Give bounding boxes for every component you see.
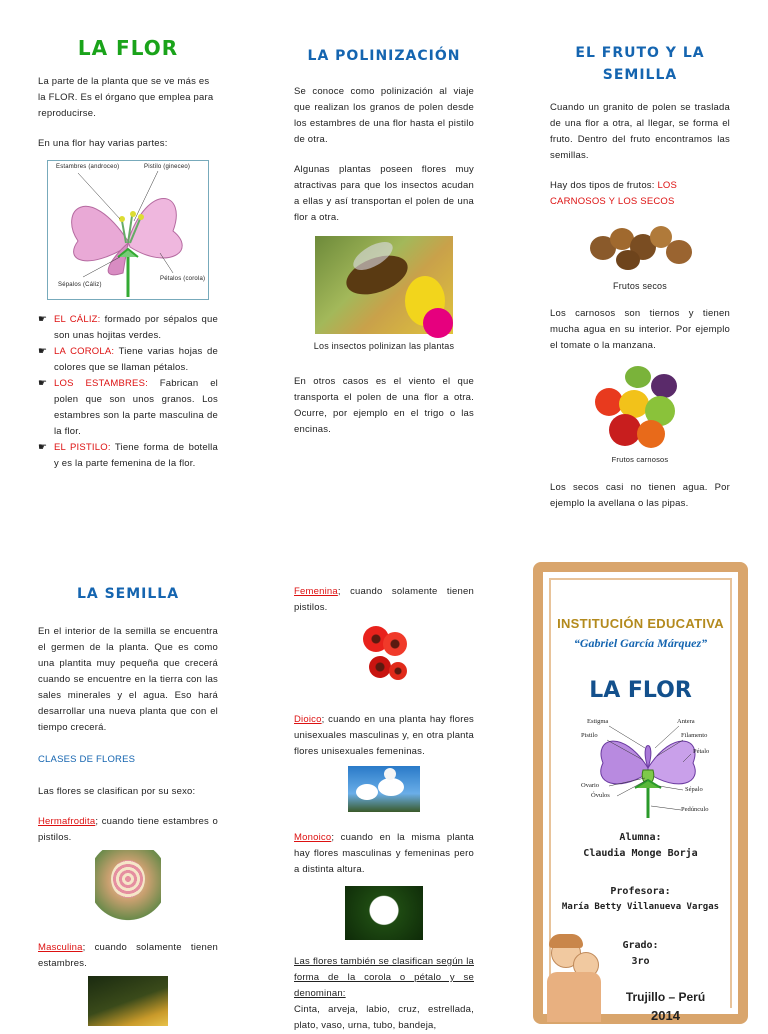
paragraph: Hay dos tipos de frutos: LOS CARNOSOS Y LOS SECOS: [550, 180, 678, 207]
student-label: Alumna:: [619, 832, 662, 843]
paragraph-corola-classification: Las flores también se clasifican según la forma de la corola o pétalo y se denominan:: [294, 956, 474, 999]
male-flower-photo: [88, 976, 168, 1026]
photo-caption: Los insectos polinizan las plantas: [313, 341, 455, 351]
section-title-la-flor: LA FLOR: [77, 36, 179, 60]
city-country: Trujillo – Perú: [625, 990, 706, 1004]
photo-caption: Frutos secos: [613, 281, 667, 291]
column-polinizacion: [294, 48, 474, 452]
photo-caption: Frutos carnosos: [611, 455, 669, 464]
student-name: Claudia Monge Borja: [583, 848, 698, 859]
teacher-name: María Betty Villanueva Vargas: [561, 902, 720, 912]
cover-label-antera: Antera: [677, 718, 695, 725]
paragraph: Se conoce como polinización al viaje que realizan los granos de polen desde los estambres de una flor hasta el pistilo de otra.: [294, 86, 474, 145]
diagram-label-petals: Pétalos (corola): [160, 276, 206, 282]
paragraph: En una flor hay varias partes:: [38, 138, 168, 149]
column-la-flor: [38, 36, 218, 472]
dried-fruits-photo: [586, 224, 694, 272]
paragraph: Los carnosos son tiernos y tienen mucha agua en su interior. Por ejemplo el tomate o la manzana.: [550, 308, 730, 351]
paragraph-masculina: Masculina; cuando solamente tienen estambres.: [38, 942, 218, 969]
flower-parts-diagram: [47, 160, 209, 300]
paragraph-dioico: Dioico; cuando en una planta hay flores unisexuales masculinas y, en otra planta flores unisexuales femeninas.: [294, 714, 474, 757]
paragraph: Cuando un granito de polen se traslada de una flor a otra, al llegar, se forma el fruto. Dentro del fruto encontramos las semillas.: [550, 102, 730, 161]
cover-label-filamento: Filamento: [681, 732, 708, 739]
pointing-hand-icon: ☛: [38, 314, 48, 325]
list-item: ☛ LOS ESTAMBRES: Fabrican el polen que son unos granos. Los estambres son la parte masculina de la flor.: [38, 378, 218, 437]
cover-label-pistilo: Pistilo: [581, 732, 598, 739]
grade-label: Grado:: [622, 940, 659, 951]
cover-label-ovulos: Óvulos: [591, 792, 610, 799]
column-clases-flores: [294, 584, 474, 1034]
cover-label-petalo: Pétalo: [693, 748, 710, 755]
cover-panel: [533, 562, 748, 1024]
column-la-semilla: [38, 586, 218, 1026]
list-item: ☛ EL CÁLIZ: formado por sépalos que son unas hojitas verdes.: [38, 314, 218, 341]
paragraph: Los secos casi no tienen agua. Por ejemplo la avellana o las pipas.: [550, 482, 730, 509]
pointing-hand-icon: ☛: [38, 378, 48, 389]
paragraph-femenina: Femenina; cuando solamente tienen pistilos.: [294, 586, 474, 613]
pointing-hand-icon: ☛: [38, 346, 48, 357]
subheading-clases-de-flores: CLASES DE FLORES: [38, 754, 136, 765]
bee-photo: [315, 236, 453, 334]
diagram-label-sepals: Sépalos (Cáliz): [58, 282, 102, 288]
cover-label-estigma: Estigma: [587, 718, 609, 725]
cover-label-ovario: Ovario: [581, 782, 600, 789]
cover-label-pedunculo: Pedúnculo: [681, 806, 709, 813]
paragraph: En el interior de la semilla se encuentra el germen de la planta. Que es como una plantita muy pequeña que crecerá cuando se encuentre en la tierra con las sales minerales y el agua. Eso hará desarrollar una nueva planta que con el tiempo crecerá.: [38, 626, 218, 733]
section-title-polinizacion: LA POLINIZACIÓN: [307, 48, 461, 64]
list-item: ☛ EL PISTILO: Tiene forma de botella y es la parte femenina de la flor.: [38, 442, 218, 469]
paragraph: Las flores se clasifican por su sexo:: [38, 786, 196, 797]
year: 2014: [651, 1008, 680, 1023]
school-name: “Gabriel García Márquez”: [573, 636, 708, 650]
paragraph: La parte de la planta que se ve más es la FLOR. Es el órgano que emplea para reproducirse.: [38, 76, 214, 119]
teacher-label: Profesora:: [610, 886, 671, 897]
female-flower-photo: [359, 622, 409, 688]
paragraph-corola-list: Cinta, arveja, labio, cruz, estrellada, plato, vaso, urna, tubo, bandeja,: [294, 1004, 474, 1031]
flower-parts-list: [38, 312, 218, 472]
cover-title: LA FLOR: [589, 678, 692, 703]
paragraph-monoico: Monoico; cuando en la misma planta hay flores masculinas y femeninas pero a distinta altura.: [294, 832, 474, 875]
fleshy-fruits-photo: [595, 366, 685, 450]
grade-value: 3ro: [631, 956, 650, 967]
dioecious-flower-photo: [348, 766, 420, 812]
cover-flower-diagram: [573, 718, 723, 818]
diagram-label-stamens: Estambres (androceo): [56, 164, 120, 170]
hermaphrodite-flower-photo: [95, 850, 161, 926]
section-title-fruto: EL FRUTO Y LA SEMILLA: [575, 45, 705, 83]
paragraph-hermafrodita: Hermafrodita; cuando tiene estambres o pistilos.: [38, 816, 218, 843]
paragraph: Algunas plantas poseen flores muy atractivas para que los insectos acudan a ellas y así transportan el polen de una flor a otra.: [294, 164, 474, 223]
diagram-label-pistil: Pistilo (gineceo): [144, 164, 191, 170]
institution-name: INSTITUCIÓN EDUCATIVA: [557, 616, 724, 631]
pointing-hand-icon: ☛: [38, 442, 48, 453]
list-item: ☛ LA COROLA: Tiene varias hojas de colores que se llaman pétalos.: [38, 346, 218, 373]
column-fruto-semilla: [550, 42, 730, 526]
cover-label-sepalo: Sépalo: [685, 786, 703, 793]
monoecious-flower-photo: [345, 886, 423, 940]
section-title-la-semilla: LA SEMILLA: [76, 586, 180, 602]
paragraph: En otros casos es el viento el que transporta el polen de una flor a otra. Ocurre, por ejemplo en el trigo o las encinas.: [294, 376, 474, 435]
